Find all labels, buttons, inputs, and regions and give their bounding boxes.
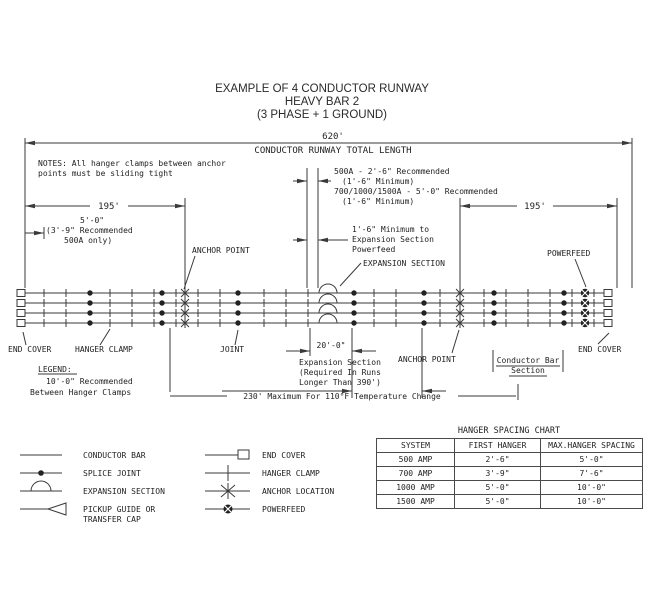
- hanger-spacing-chart: [376, 426, 642, 509]
- legend-label-end-cover: END COVER: [262, 451, 306, 460]
- chart-header-row: [377, 439, 643, 453]
- label-conductor-bar-section1: Conductor Bar: [496, 356, 560, 365]
- label-anchor-point-right: ANCHOR POINT: [398, 355, 456, 364]
- chart-title: HANGER SPACING CHART: [457, 426, 561, 436]
- chart-row: [377, 481, 643, 495]
- label-end-cover-left: END COVER: [8, 345, 52, 354]
- label-expansion-section: EXPANSION SECTION: [363, 259, 445, 268]
- notes-line2: points must be sliding tight: [38, 169, 173, 178]
- dim-expansion-width: 20'-0": [316, 341, 346, 350]
- symbol-legend: [20, 450, 334, 524]
- chart-cell: 1000 AMP: [377, 481, 455, 495]
- expansion-section-symbol: [20, 481, 62, 491]
- note-first-hanger-rec: (3'-9" Recommended: [46, 226, 133, 235]
- chart-col-header: FIRST HANGER: [455, 439, 541, 453]
- legend-label-pickup2: TRANSFER CAP: [83, 515, 141, 524]
- title-line2: HEAVY BAR 2: [284, 96, 360, 108]
- legend-label-conductor-bar: CONDUCTOR BAR: [83, 451, 146, 460]
- label-anchor-point-left: ANCHOR POINT: [192, 246, 250, 255]
- legend-note1: 10'-0" Recommended: [46, 377, 133, 386]
- splice-joint-symbol: [20, 470, 62, 476]
- dim-left-195: 195': [98, 202, 120, 212]
- notes-line1: NOTES: All hanger clamps between anchor: [38, 159, 226, 168]
- chart-cell: 1500 AMP: [377, 495, 455, 509]
- chart-cell: 500 AMP: [377, 453, 455, 467]
- chart-cell: 5'-0": [455, 495, 541, 509]
- hanger-clamp-symbol: [205, 465, 250, 481]
- title-line1: EXAMPLE OF 4 CONDUCTOR RUNWAY: [215, 83, 429, 95]
- note-rec-700-min: (1'-6" Minimum): [342, 197, 415, 206]
- dim-total-length: 620': [322, 132, 344, 142]
- legend-label-pickup1: PICKUP GUIDE OR: [83, 505, 156, 514]
- end-cover-symbol: [205, 450, 249, 459]
- note-min-expansion3: Powerfeed: [352, 245, 396, 254]
- legend-label-hanger-clamp: HANGER CLAMP: [262, 469, 320, 478]
- chart-row: [377, 495, 643, 509]
- note-first-hanger-rec2: 500A only): [64, 236, 113, 245]
- title-line3: (3 PHASE + 1 GROUND): [256, 109, 388, 121]
- powerfeed-symbol: [205, 505, 250, 514]
- pickup-guide-symbol: [20, 503, 66, 515]
- label-hanger-clamp: HANGER CLAMP: [75, 345, 133, 354]
- legend-label-anchor-location: ANCHOR LOCATION: [262, 487, 335, 496]
- runway-drawing: [17, 284, 612, 328]
- label-end-cover-right: END COVER: [578, 345, 622, 354]
- chart-cell: 3'-9": [455, 467, 541, 481]
- label-conductor-bar-section2: Section: [511, 366, 545, 375]
- note-rec-500-min: (1'-6" Minimum): [342, 177, 415, 186]
- dim-right-195: 195': [524, 202, 546, 212]
- chart-cell: 10'-0": [541, 495, 643, 509]
- label-total-length: CONDUCTOR RUNWAY TOTAL LENGTH: [254, 146, 412, 156]
- chart-col-header: MAX.HANGER SPACING: [541, 439, 643, 453]
- chart-row: [377, 453, 643, 467]
- anchor-location-symbol: [205, 483, 250, 499]
- chart-cell: 2'-6": [455, 453, 541, 467]
- label-joint: JOINT: [220, 345, 245, 354]
- chart-table: [376, 438, 643, 509]
- chart-row: [377, 467, 643, 481]
- note-expansion1: Expansion Section: [299, 358, 381, 367]
- legend-note2: Between Hanger Clamps: [30, 388, 132, 397]
- note-expansion3: Longer Than 390'): [299, 378, 381, 387]
- legend-label-expansion-section: EXPANSION SECTION: [83, 487, 165, 496]
- legend-label-powerfeed: POWERFEED: [262, 505, 306, 514]
- note-min-expansion1: 1'-6" Minimum to: [352, 225, 430, 234]
- note-temperature: 230' Maximum For 110°F Temperature Change: [243, 392, 441, 401]
- note-expansion2: (Required In Runs: [299, 368, 381, 377]
- chart-cell: 5'-0": [541, 453, 643, 467]
- note-rec-500: 500A - 2'-6" Recommended: [334, 167, 450, 176]
- leader-lines: [23, 256, 609, 353]
- chart-cell: 5'-0": [455, 481, 541, 495]
- legend-title: LEGEND:: [38, 365, 72, 374]
- note-rec-700: 700/1000/1500A - 5'-0" Recommended: [334, 187, 498, 196]
- chart-col-header: SYSTEM: [377, 439, 455, 453]
- drawing-title: [215, 83, 429, 121]
- note-min-expansion2: Expansion Section: [352, 235, 434, 244]
- dim-first-hanger: 5'-0": [80, 216, 105, 225]
- chart-cell: 700 AMP: [377, 467, 455, 481]
- chart-cell: 7'-6": [541, 467, 643, 481]
- legend-label-splice-joint: SPLICE JOINT: [83, 469, 141, 478]
- label-powerfeed: POWERFEED: [547, 249, 591, 258]
- annotations: [8, 132, 622, 401]
- chart-cell: 10'-0": [541, 481, 643, 495]
